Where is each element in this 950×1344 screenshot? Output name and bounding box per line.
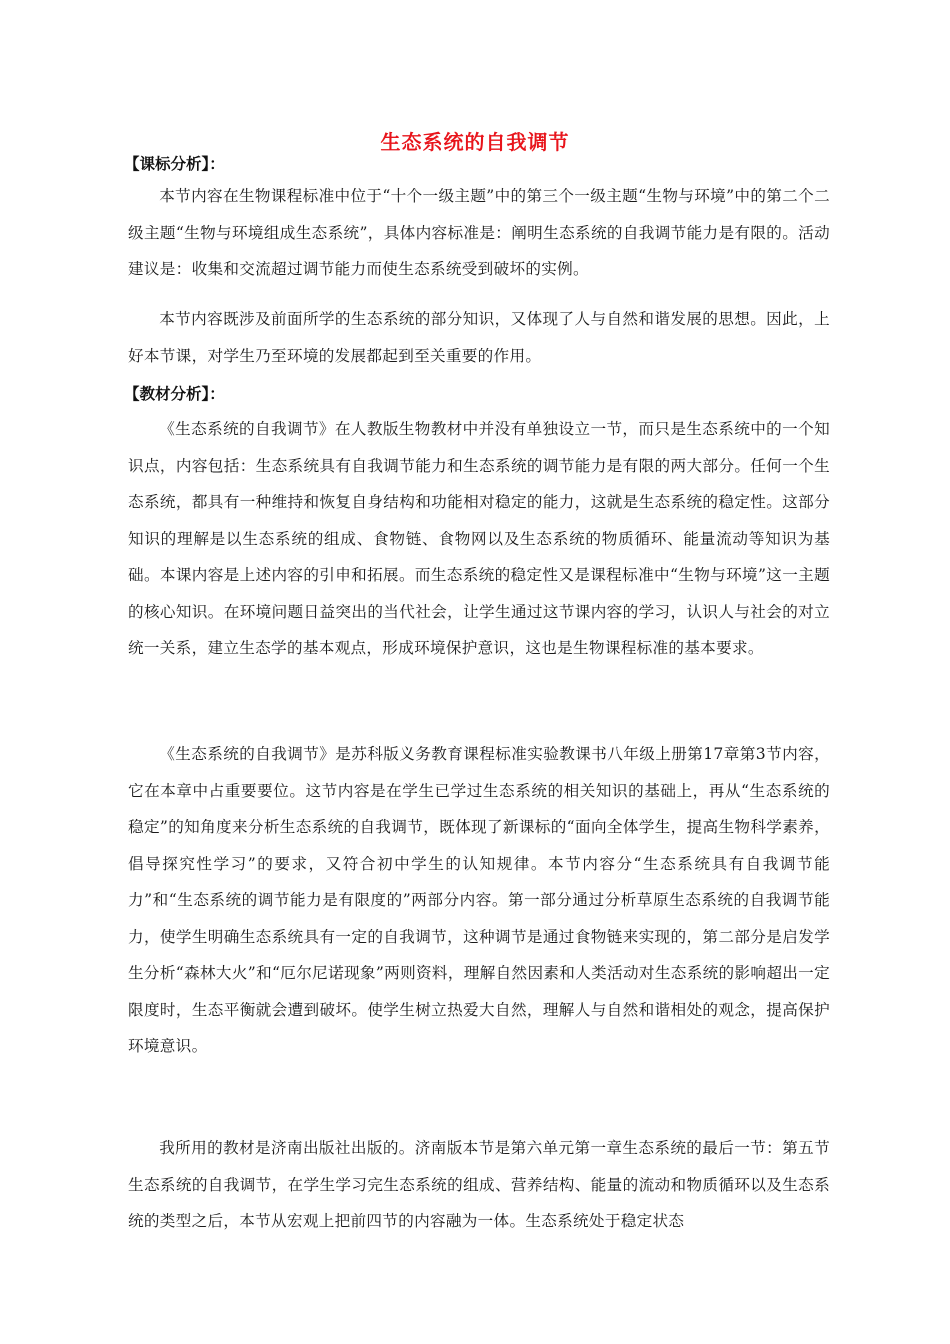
paragraph: 《生态系统的自我调节》在人教版生物教材中并没有单独设立一节，而只是生态系统中的一个知识点，内容包括：生态系统具有自我调节能力和生态系统的调节能力是有限的两大部分。任何一个生态系统，都具有一种维持和恢复自身结构和功能相对稳定的能力，这就是生态系统的稳定性。这部分知识的理解是以生态系统的组成、食物链、食物网以及生态系统的物质循环、能量流动等知识为基础。本课内容是上述内容的引申和拓展。而生态系统的稳定性又是课程标准中“生物与环境”这一主题的核心知识。在环境问题日益突出的当代社会，让学生通过这节课内容的学习，认识人与社会的对立统一关系，建立生态学的基本观点，形成环境保护意识，这也是生物课程标准的基本要求。 — [128, 420, 830, 657]
paragraph: 《生态系统的自我调节》是苏科版义务教育课程标准实验教课书八年级上册第17章第3节内容，它在本章中占重要要位。这节内容是在学生已学过生态系统的相关知识的基础上，再从“生态系统的稳定”的知角度来分析生态系统的自我调节，既体现了新课标的“面向全体学生，提高生物科学素养，倡导探究性学习”的要求，又符合初中学生的认知规律。本节内容分“生态系统具有自我调节能力”和“生态系统的调节能力是有限度的”两部分内容。第一部分通过分析草原生态系统的自我调节能力，使学生明确生态系统具有一定的自我调节，这种调节是通过食物链来实现的，第二部分是启发学生分析“森林大火”和“厄尔尼诺现象”两则资料，理解自然因素和人类活动对生态系统的影响超出一定限度时，生态平衡就会遭到破坏。使学生树立热爱大自然，理解人与自然和谐相处的观念，提高保护环境意识。 — [128, 745, 830, 1055]
document-title: 生态系统的自我调节 — [380, 130, 570, 154]
paragraph: 本节内容在生物课程标准中位于“十个一级主题”中的第三个一级主题“生物与环境”中的第二个二级主题“生物与环境组成生态系统”，具体内容标准是：阐明生态系统的自我调节能力是有限的。活动建议是：收集和交流超过调节能力而使生态系统受到破坏的实例。 — [128, 187, 830, 278]
section-heading-textbook: 【教材分析】： — [124, 385, 225, 403]
paragraph: 本节内容既涉及前面所学的生态系统的部分知识，又体现了人与自然和谐发展的思想。因此，上好本节课，对学生乃至环境的发展都起到至关重要的作用。 — [128, 310, 830, 365]
section-heading-curriculum: 【课标分析】： — [124, 155, 225, 173]
paragraph: 我所用的教材是济南出版社出版的。济南版本节是第六单元第一章生态系统的最后一节：第五节生态系统的自我调节，在学生学习完生态系统的组成、营养结构、能量的流动和物质循环以及生态系统的类型之后，本节从宏观上把前四节的内容融为一体。生态系统处于稳定状态 — [128, 1139, 830, 1230]
